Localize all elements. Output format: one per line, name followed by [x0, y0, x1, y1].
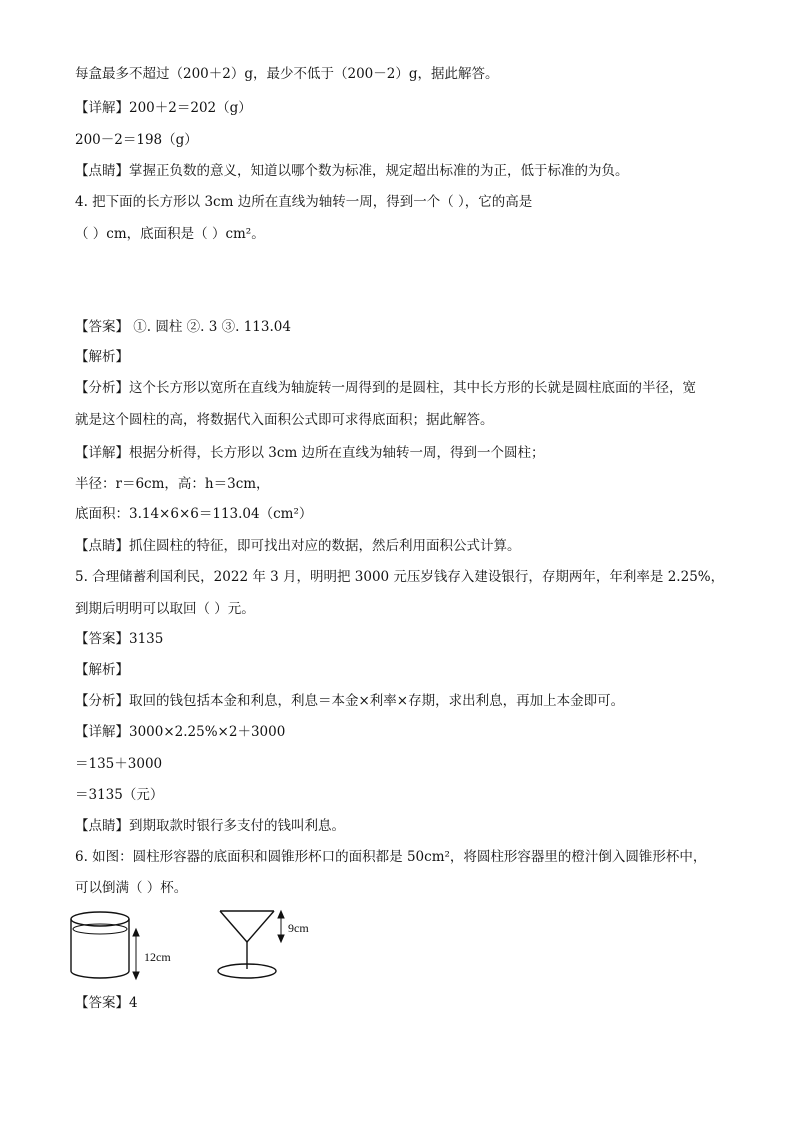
- cone-dimension: [278, 911, 284, 942]
- doc-line: 【详解】200＋2＝202（g）: [75, 100, 252, 116]
- doc-line: 【点睛】到期取款时银行多支付的钱叫利息。: [75, 818, 345, 834]
- cylinder-dimension: [133, 929, 139, 979]
- cone-shape: [218, 911, 276, 978]
- doc-line: 【解析】: [75, 662, 129, 678]
- answer-5: 【答案】3135: [75, 631, 164, 647]
- cylinder-shape: [71, 912, 129, 978]
- doc-line: 【分析】这个长方形以宽所在直线为轴旋转一周得到的是圆柱，其中长方形的长就是圆柱底面的半径，宽: [75, 380, 696, 396]
- doc-line: 【解析】: [75, 349, 129, 365]
- doc-line: 【点睛】抓住圆柱的特征，即可找出对应的数据，然后利用面积公式计算。: [75, 538, 521, 554]
- question-4-cont: （ ）cm，底面积是（ ）cm²。: [75, 226, 265, 242]
- question-6: 6. 如图：圆柱形容器的底面积和圆锥形杯口的面积都是 50cm²，将圆柱形容器里的橙汁倒入圆锥形杯中，: [75, 849, 707, 865]
- doc-line: 【点睛】掌握正负数的意义，知道以哪个数为标准，规定超出标准的为正，低于标准的为负。: [75, 163, 629, 179]
- question-5-cont: 到期后明明可以取回（ ）元。: [75, 601, 255, 617]
- cylinder-cone-figure: [68, 905, 328, 985]
- doc-line: 200－2＝198（g）: [75, 132, 198, 148]
- doc-line: 【详解】根据分析得，长方形以 3cm 边所在直线为轴转一周，得到一个圆柱；: [75, 445, 545, 461]
- doc-line: 每盒最多不超过（200＋2）g，最少不低于（200－2）g，据此解答。: [75, 66, 499, 82]
- doc-line: 【分析】取回的钱包括本金和利息，利息＝本金×利率×存期，求出利息，再加上本金即可。: [75, 693, 625, 709]
- answer-6: 【答案】4: [75, 995, 138, 1011]
- question-5: 5. 合理储蓄利国利民，2022 年 3 月，明明把 3000 元压岁钱存入建设银行，存期两年，年利率是 2.25%，: [75, 569, 725, 585]
- cone-height-label: 9cm: [288, 921, 309, 935]
- doc-line: 就是这个圆柱的高，将数据代入面积公式即可求得底面积；据此解答。: [75, 412, 494, 428]
- doc-line: 底面积：3.14×6×6＝113.04（cm²）: [75, 506, 313, 522]
- question-6-cont: 可以倒满（ ）杯。: [75, 880, 188, 896]
- doc-line: 【详解】3000×2.25%×2＋3000: [75, 724, 286, 740]
- doc-line: ＝3135（元）: [75, 787, 164, 803]
- answer-4: 【答案】 ①. 圆柱 ②. 3 ③. 113.04: [75, 319, 291, 335]
- cylinder-height-label: 12cm: [144, 950, 171, 964]
- doc-line: ＝135＋3000: [75, 756, 163, 772]
- doc-line: 半径：r＝6cm，高：h＝3cm，: [75, 476, 270, 492]
- question-4: 4. 把下面的长方形以 3cm 边所在直线为轴转一周，得到一个（ ），它的高是: [75, 194, 533, 210]
